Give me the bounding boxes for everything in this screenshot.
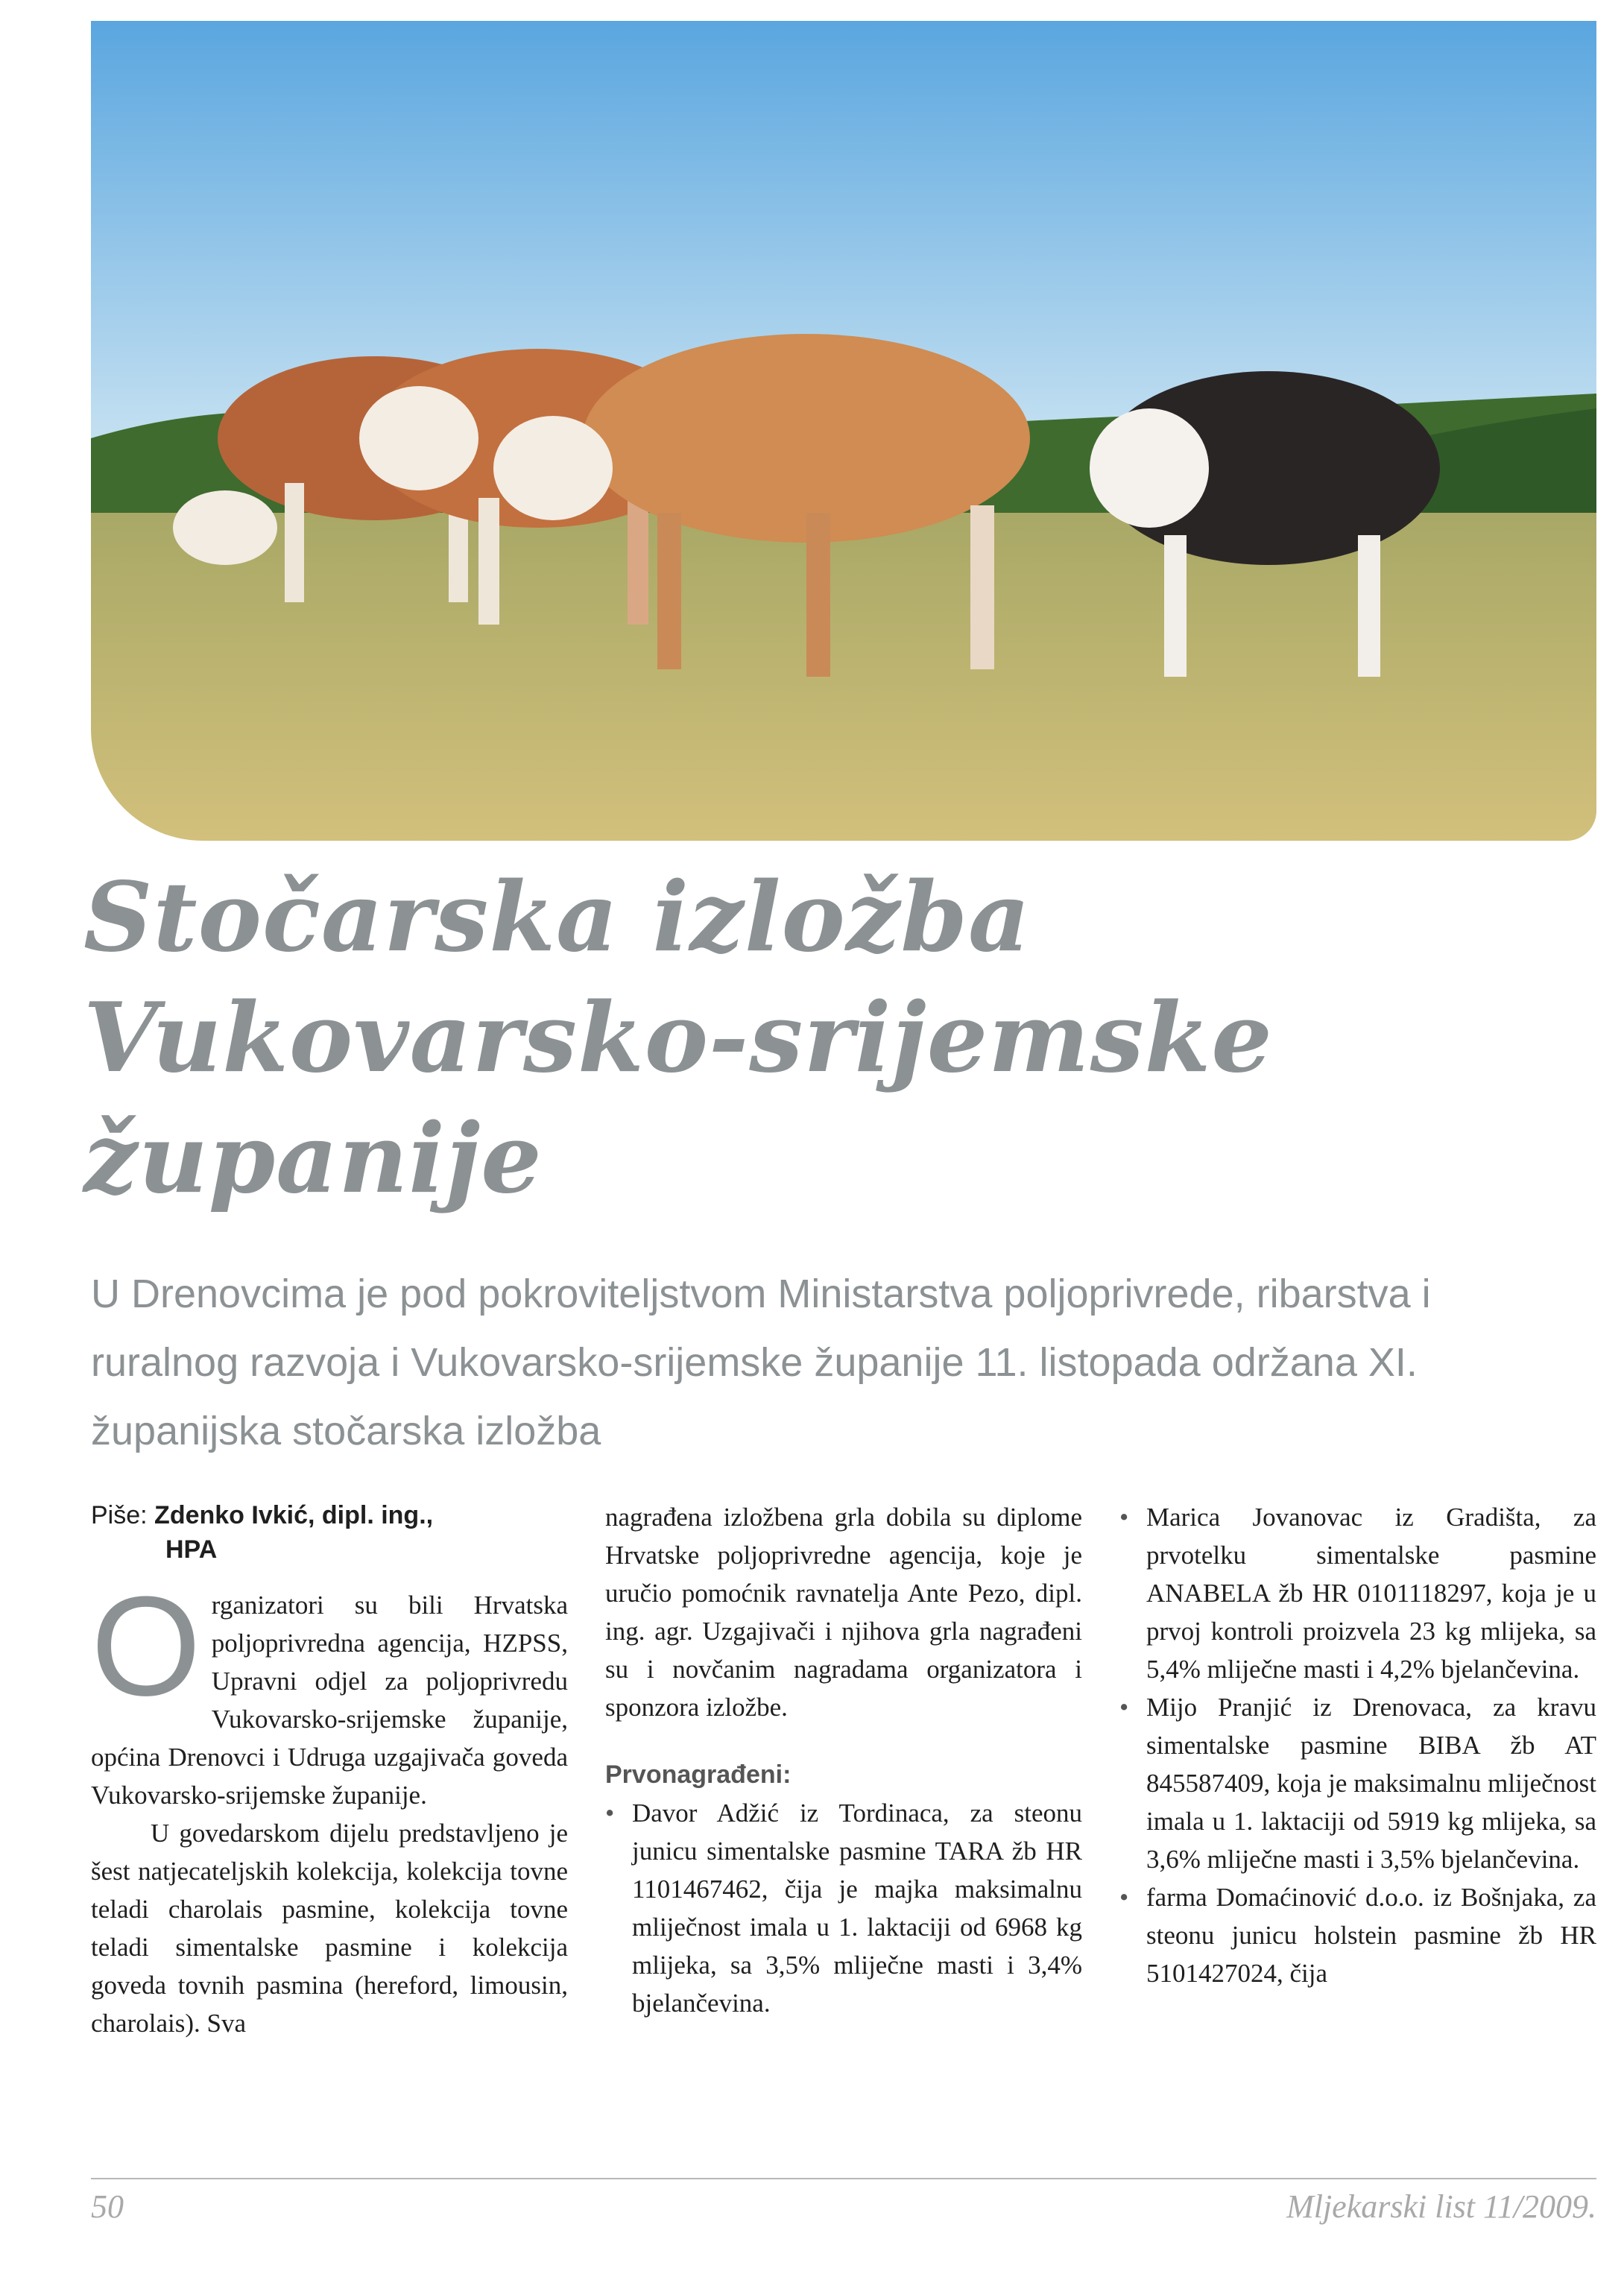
list-item: • Davor Adžić iz Tordinaca, za steonu junicu simentalske pasmine TARA žb HR 1101467462, čija je majka maksimalnu mliječnost imala u 1. laktaciji od 6968 kg mlijeka, sa 3,5% mliječne masti i 3,4% bjelančevina. xyxy=(605,1794,1082,2022)
author-name: Zdenko Ivkić, dipl. ing., xyxy=(154,1501,434,1529)
winners-subhead: Prvonagrađeni: xyxy=(605,1760,792,1789)
intro-paragraph xyxy=(91,1567,568,1814)
column-1 xyxy=(91,1498,568,2042)
footer-rule xyxy=(91,2178,1596,2179)
article-subtitle: U Drenovcima je pod pokroviteljstvom Ministarstva poljoprivrede, ribarstva i ruralnog razvoja i Vukovarsko-srijemske županije 11. listopada održana XI. županijska stočarska izložba xyxy=(91,1272,1431,1453)
column-3 xyxy=(1119,1498,1596,1992)
winners-list-part-2 xyxy=(1119,1498,1596,1992)
list-item: • farma Domaćinović d.o.o. iz Bošnjaka, za steonu junicu holstein pasmine žb HR 5101427024, čija xyxy=(1119,1878,1596,1992)
page-number: 50 xyxy=(91,2188,124,2225)
winners-list-part-1 xyxy=(605,1794,1082,2022)
paragraph-1-text: rganizatori su bili Hrvatska poljoprivredna agencija, HZPSS, Upravni odjel za poljoprivredu Vukovarsko-srijemske županije, općina Drenovci i Udruga uzgajivača goveda Vukovarsko-srijemske županije. xyxy=(91,1591,568,1810)
article-title xyxy=(83,857,1500,1219)
author-label: Piše: xyxy=(91,1501,155,1529)
column-2 xyxy=(605,1498,1082,2022)
title-line-1: Stočarska izložba xyxy=(83,862,1031,973)
list-item: • Mijo Pranjić iz Drenovaca, za kravu simentalske pasmine BIBA žb AT 845587409, koja je maksimalnu mliječnost imala u 1. laktaciji od 5919 kg mlijeka, sa 3,6% mliječne masti i 3,5% bjelančevina. xyxy=(1119,1688,1596,1878)
author-byline xyxy=(91,1498,568,1567)
title-line-3: županije xyxy=(83,1103,543,1215)
magazine-issue: Mljekarski list 11/2009. xyxy=(1286,2188,1596,2225)
cattle-photo-illustration xyxy=(91,21,1596,841)
cattle-photo xyxy=(91,21,1596,841)
list-item: • Marica Jovanovac iz Gradišta, za prvotelku simentalske pasmine ANABELA žb HR 0101118297, koja je u prvoj kontroli proizvela 23 kg mlijeka, sa 5,4% mliječne masti i 4,2% bjelančevina. xyxy=(1119,1498,1596,1688)
author-organization: HPA xyxy=(165,1535,218,1564)
paragraph-2: U govedarskom dijelu predstavljeno je šest natjecateljskih kolekcija, kolekcija tovne teladi charolais pasmine, kolekcija tovne teladi simentalske pasmine i kolekcija goveda tovnih pasmina (hereford, limousin, charolais). Sva xyxy=(91,1819,568,2038)
dropcap: O xyxy=(91,1567,201,1725)
title-line-2: Vukovarsko-srijemske xyxy=(83,982,1273,1094)
paragraph-3: nagrađena izložbena grla dobila su diplome Hrvatske poljoprivredne agencija, koje je uručio pomoćnik ravnatelja Ante Pezo, dipl. ing. agr. Uzgajivači i njihova grla nagrađeni su i novčanim nagradama organizatora i sponzora izložbe. xyxy=(605,1503,1082,1722)
